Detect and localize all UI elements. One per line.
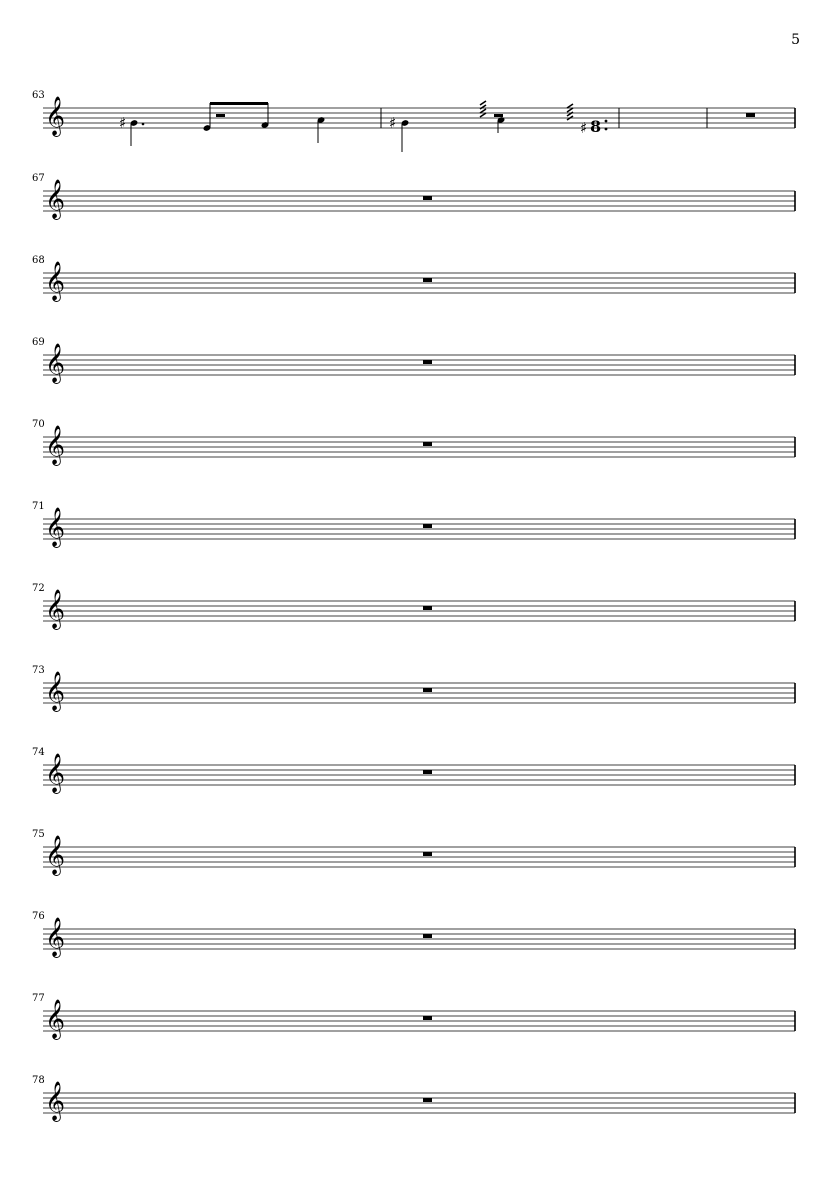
measure-number: 68 — [32, 255, 45, 266]
staff-system-69 — [32, 337, 795, 384]
treble-clef-icon: 𝄞 — [45, 999, 66, 1039]
measure-number: 67 — [32, 173, 45, 184]
whole-rest — [423, 360, 432, 364]
staff-system-76 — [32, 911, 795, 958]
whole-rest — [423, 1016, 432, 1020]
treble-clef-icon: 𝄞 — [45, 261, 66, 301]
whole-rest — [423, 606, 432, 610]
sharp-accidental: ♯ — [389, 114, 397, 132]
tremolo-stroke — [480, 109, 486, 113]
measure-number: 63 — [32, 90, 45, 101]
treble-clef-icon: 𝄞 — [45, 96, 66, 136]
staff-system-70 — [32, 419, 795, 466]
double-whole-chord: 8 — [590, 117, 602, 136]
staff-system-74 — [32, 747, 795, 794]
measure-number: 71 — [32, 501, 45, 512]
whole-rest — [423, 524, 432, 528]
measure-number: 72 — [32, 583, 45, 594]
staff-system-73 — [32, 665, 795, 712]
measure-number: 74 — [32, 747, 45, 758]
measure-number: 69 — [32, 337, 45, 348]
staff-system-75 — [32, 829, 795, 876]
whole-rest — [423, 196, 432, 200]
staff-system-71 — [32, 501, 795, 548]
measure-number: 75 — [32, 829, 45, 840]
staff-system-68 — [32, 255, 795, 302]
whole-rest — [423, 688, 432, 692]
staff-system-78 — [32, 1075, 795, 1122]
treble-clef-icon: 𝄞 — [45, 425, 66, 465]
half-rest-mark — [494, 114, 503, 117]
measure-number: 78 — [32, 1075, 45, 1086]
treble-clef-icon: 𝄞 — [45, 835, 66, 875]
tremolo-stroke — [567, 104, 573, 108]
treble-clef-icon: 𝄞 — [45, 753, 66, 793]
measure-number: 76 — [32, 911, 45, 922]
whole-rest — [423, 1098, 432, 1102]
staff-system-67 — [32, 173, 795, 220]
treble-clef-icon: 𝄞 — [45, 507, 66, 547]
staff-system-77 — [32, 993, 795, 1040]
treble-clef-icon: 𝄞 — [45, 589, 66, 629]
whole-rest — [423, 852, 432, 856]
staff-system-63 — [32, 90, 795, 152]
dot — [605, 120, 608, 123]
whole-rest — [423, 442, 432, 446]
eighth-rest-mark — [216, 114, 225, 117]
page-number: 5 — [791, 32, 800, 48]
tremolo-stroke — [567, 108, 573, 112]
whole-rest — [423, 770, 432, 774]
treble-clef-icon: 𝄞 — [45, 1081, 66, 1121]
staff-system-72 — [32, 583, 795, 630]
treble-clef-icon: 𝄞 — [45, 179, 66, 219]
tremolo-stroke — [480, 113, 486, 117]
augmentation-dot — [142, 123, 145, 126]
dot — [605, 128, 608, 131]
beam — [210, 102, 268, 105]
treble-clef-icon: 𝄞 — [45, 671, 66, 711]
sharp-accidental: ♯ — [119, 114, 127, 132]
sharp-accidental: ♯ — [580, 119, 588, 137]
treble-clef-icon: 𝄞 — [45, 343, 66, 383]
measure-number: 77 — [32, 993, 45, 1004]
whole-rest — [423, 278, 432, 282]
treble-clef-icon: 𝄞 — [45, 917, 66, 957]
whole-rest — [746, 113, 755, 117]
whole-rest — [423, 934, 432, 938]
measure-number: 73 — [32, 665, 45, 676]
measure-number: 70 — [32, 419, 45, 430]
tremolo-stroke — [480, 101, 486, 105]
